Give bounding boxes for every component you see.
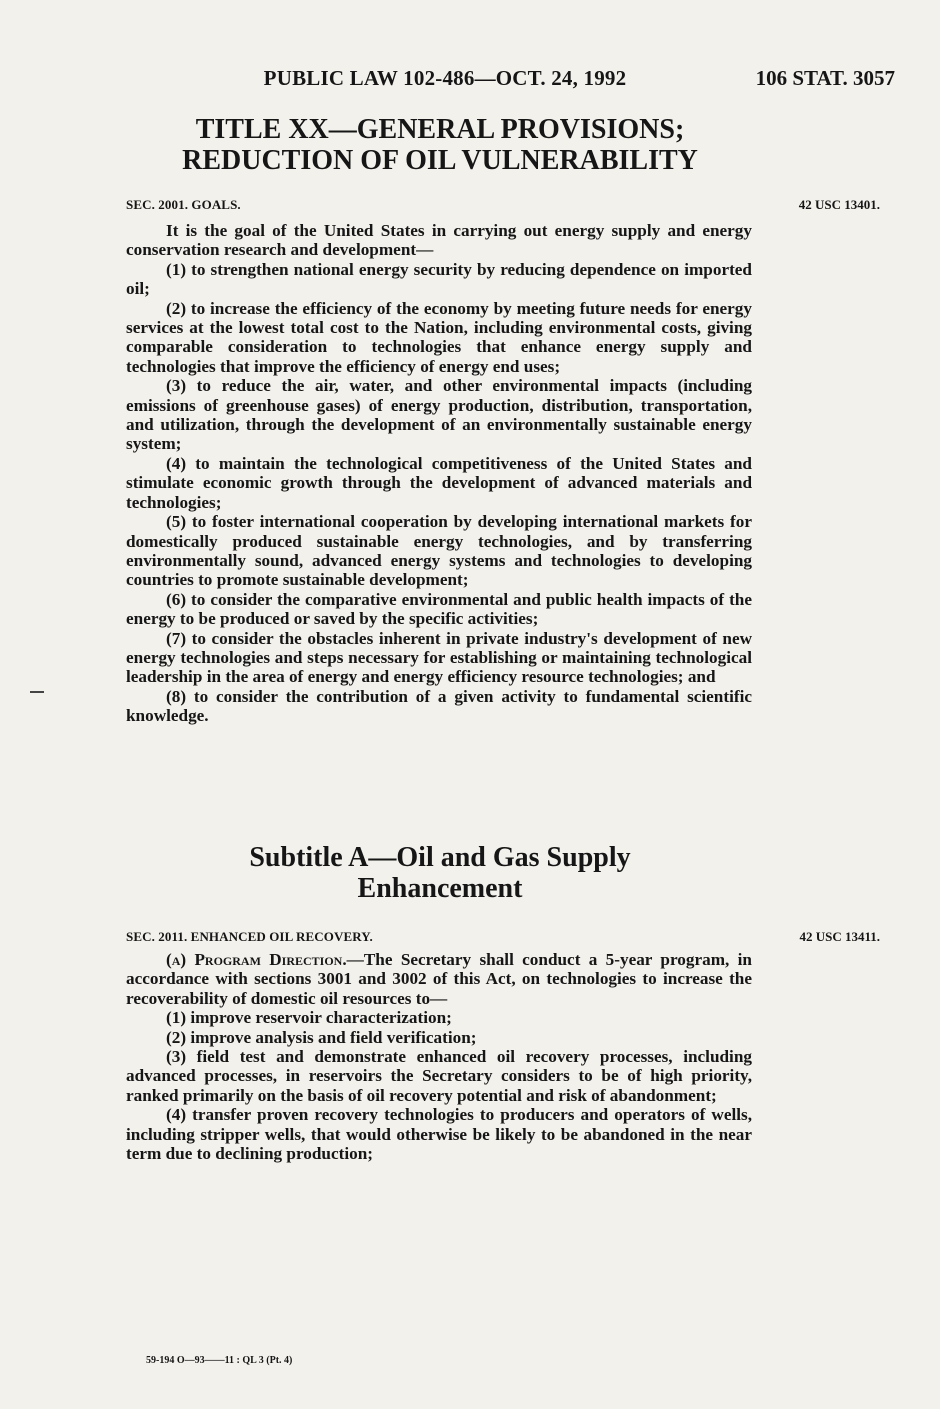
section-2011-body	[126, 950, 752, 1163]
goal-item-3: (3) to reduce the air, water, and other environmental impacts (including emissions of greenhouse gases) of energy production, distribution, transportation, and utilization, through the development of an environmentally sustainable energy system;	[126, 376, 752, 454]
paragraph-a-text: —The Secretary shall conduct a 5-year program, in accordance with sections 3001 and 3002 of this Act, on technologies to increase the recoverability of domestic oil resources to—	[126, 950, 752, 1008]
print-job-footer: 59-194 O—93——11 : QL 3 (Pt. 4)	[146, 1355, 293, 1366]
margin-note-13401: 42 USC 13401.	[798, 197, 880, 212]
title-line-2: REDUCTION OF OIL VULNERABILITY	[182, 145, 698, 176]
section-2001-intro: It is the goal of the United States in carrying out energy supply and energy conservation research and development—	[126, 221, 752, 260]
goal-item-4: (4) to maintain the technological competitiveness of the United States and stimulate economic growth through the development of advanced materials and technologies;	[126, 453, 752, 512]
goal-item-1: (1) to strengthen national energy security by reducing dependence on imported oil;	[126, 259, 752, 299]
title-line-1: TITLE XX—GENERAL PROVISIONS;	[195, 114, 685, 145]
goal-item-5: (5) to foster international cooperation by developing international markets for domestically produced sustainable energy technologies, and by transferring environmentally sound, advanced energy systems and technologies to developing countries to promote sustainable development;	[126, 512, 752, 590]
section-2011-heading: SEC. 2011. ENHANCED OIL RECOVERY.	[126, 929, 373, 944]
goal-item-6: (6) to consider the comparative environmental and public health impacts of the energy to be produced or saved by the specific activities;	[126, 589, 752, 629]
section-2001-heading: SEC. 2001. GOALS.	[126, 197, 241, 212]
goal-item-7: (7) to consider the obstacles inherent in private industry's development of new energy technologies and steps necessary for establishing or maintaining technological leadership in the area of energy and energy efficiency resource technologies; and	[126, 628, 752, 687]
margin-dash-mark	[30, 691, 44, 693]
goal-item-2: (2) to increase the efficiency of the economy by meeting future needs for energy services at the lowest total cost to the Nation, including environmental costs, giving comparable consideration to technologies that enhance energy supply and technologies that improve the efficiency of energy end uses;	[126, 298, 752, 376]
eor-item-4: (4) transfer proven recovery technologies to producers and operators of wells, including stripper wells, that would otherwise be likely to be abandoned in the near term due to declining production;	[126, 1105, 752, 1164]
subtitle-line-1: Subtitle A—Oil and Gas Supply	[249, 842, 631, 873]
eor-item-2: (2) improve analysis and field verification;	[166, 1027, 477, 1047]
eor-item-3: (3) field test and demonstrate enhanced oil recovery processes, including advanced processes, in reservoirs the Secretary considers to be of high priority, ranked primarily on the basis of oil recovery potential and risk of abandonment;	[126, 1047, 752, 1105]
eor-item-1: (1) improve reservoir characterization;	[166, 1008, 452, 1028]
section-2001-body	[126, 221, 752, 726]
paragraph-a	[126, 950, 752, 1008]
margin-note-13411: 42 USC 13411.	[799, 929, 880, 944]
subtitle-line-2: Enhancement	[357, 873, 523, 904]
subtitle-heading	[150, 842, 730, 904]
running-head-stat: 106 STAT. 3057	[755, 66, 895, 90]
goal-item-8: (8) to consider the contribution of a given activity to fundamental scientific knowledge.	[126, 686, 752, 726]
running-head	[0, 66, 940, 96]
running-head-title: PUBLIC LAW 102-486—OCT. 24, 1992	[263, 66, 627, 90]
paragraph-a-label: (a) Program Direction.	[166, 950, 347, 969]
title-heading	[120, 114, 760, 176]
